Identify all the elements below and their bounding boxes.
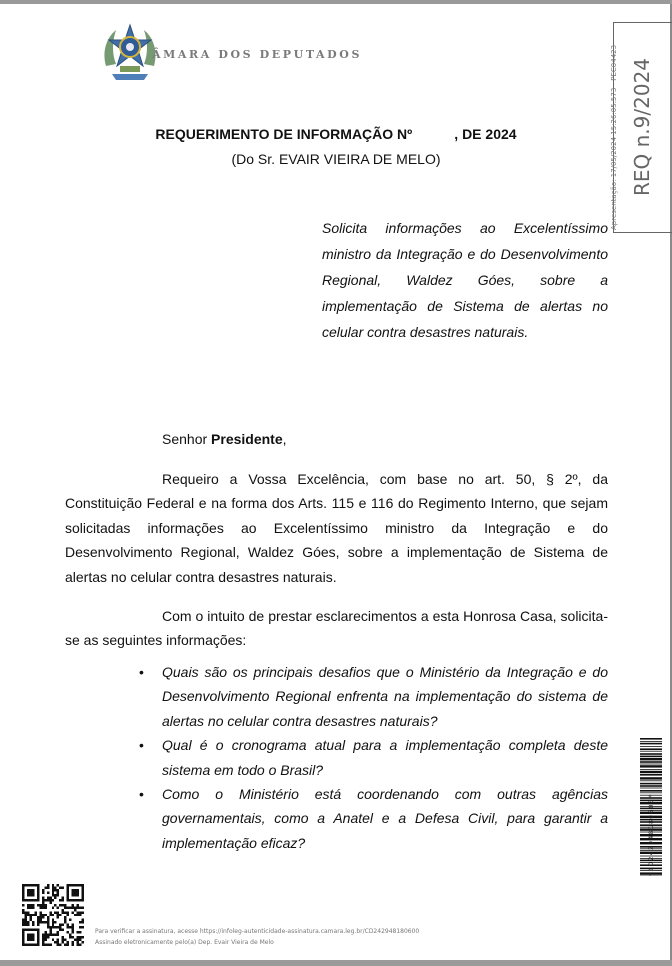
chamber-name: ÂMARA DOS DEPUTADOS [152,48,363,61]
title-prefix: REQUERIMENTO DE INFORMAÇÃO Nº [155,126,413,142]
summary-text: Solicita informações ao Excelentíssimo ministro da Integração e do Desenvolvimento Regional, Waldez Góes, sobre a implementação de Sistema de alertas no celular contra desastres naturais. [322,220,608,340]
bottom-border [0,960,672,966]
presentation-text [610,210,618,230]
author-line: (Do Sr. EVAIR VIEIRA DE MELO) [231,151,441,167]
qr-code-icon [22,884,84,946]
req-number: REQ n.9/2024 [630,57,654,196]
salutation [162,431,287,447]
signed-by-text: Assinado eletronicamente pelo(a) Dep. Evair Vieira de Melo [95,939,274,946]
title-suffix: , DE 2024 [454,126,517,142]
salutation-suffix: , [282,431,287,447]
coat-of-arms-icon [100,22,160,84]
list-item: • Qual é o cronograma atual para a implementação completa deste sistema em todo o Brasil? [133,733,608,782]
paragraph-request: Requeiro a Vossa Excelência, com base no art. 50, § 2º, da Constituição Federal e na forma dos Arts. 115 e 116 do Regimento Interno, que sejam solicitadas informações ao Excelentíssimo ministro da Integração e do Desenvolvimento Regional, Waldez Góes, sobre a implementação de Sistema de alertas no celular contra desastres naturais. [65,471,608,585]
document-title [0,126,672,142]
salutation-bold: Presidente [211,431,283,447]
paragraph-intro: Com o intuito de prestar esclarecimentos a esta Honrosa Casa, solicita-se as seguintes informações: [65,608,608,649]
barcode-code: *CD242948180600* [648,792,655,876]
question-list [133,660,608,855]
verify-signature-text: Para verificar a assinatura, acesse https://infoleg-autenticidade-assinatura.camara.leg.br/CD242948180600 [95,928,420,935]
list-item: • Como o Ministério está coordenando com outras agências governamentais, como a Anatel e a Defesa Civil, para garantir a implementação eficaz? [133,782,608,855]
salutation-prefix: Senhor [162,431,212,447]
list-item: • Quais são os principais desafios que o Ministério da Integração e do Desenvolvimento Regional enfrenta na implementação do sistema de alertas no celular contra desastres naturais? [133,660,608,733]
